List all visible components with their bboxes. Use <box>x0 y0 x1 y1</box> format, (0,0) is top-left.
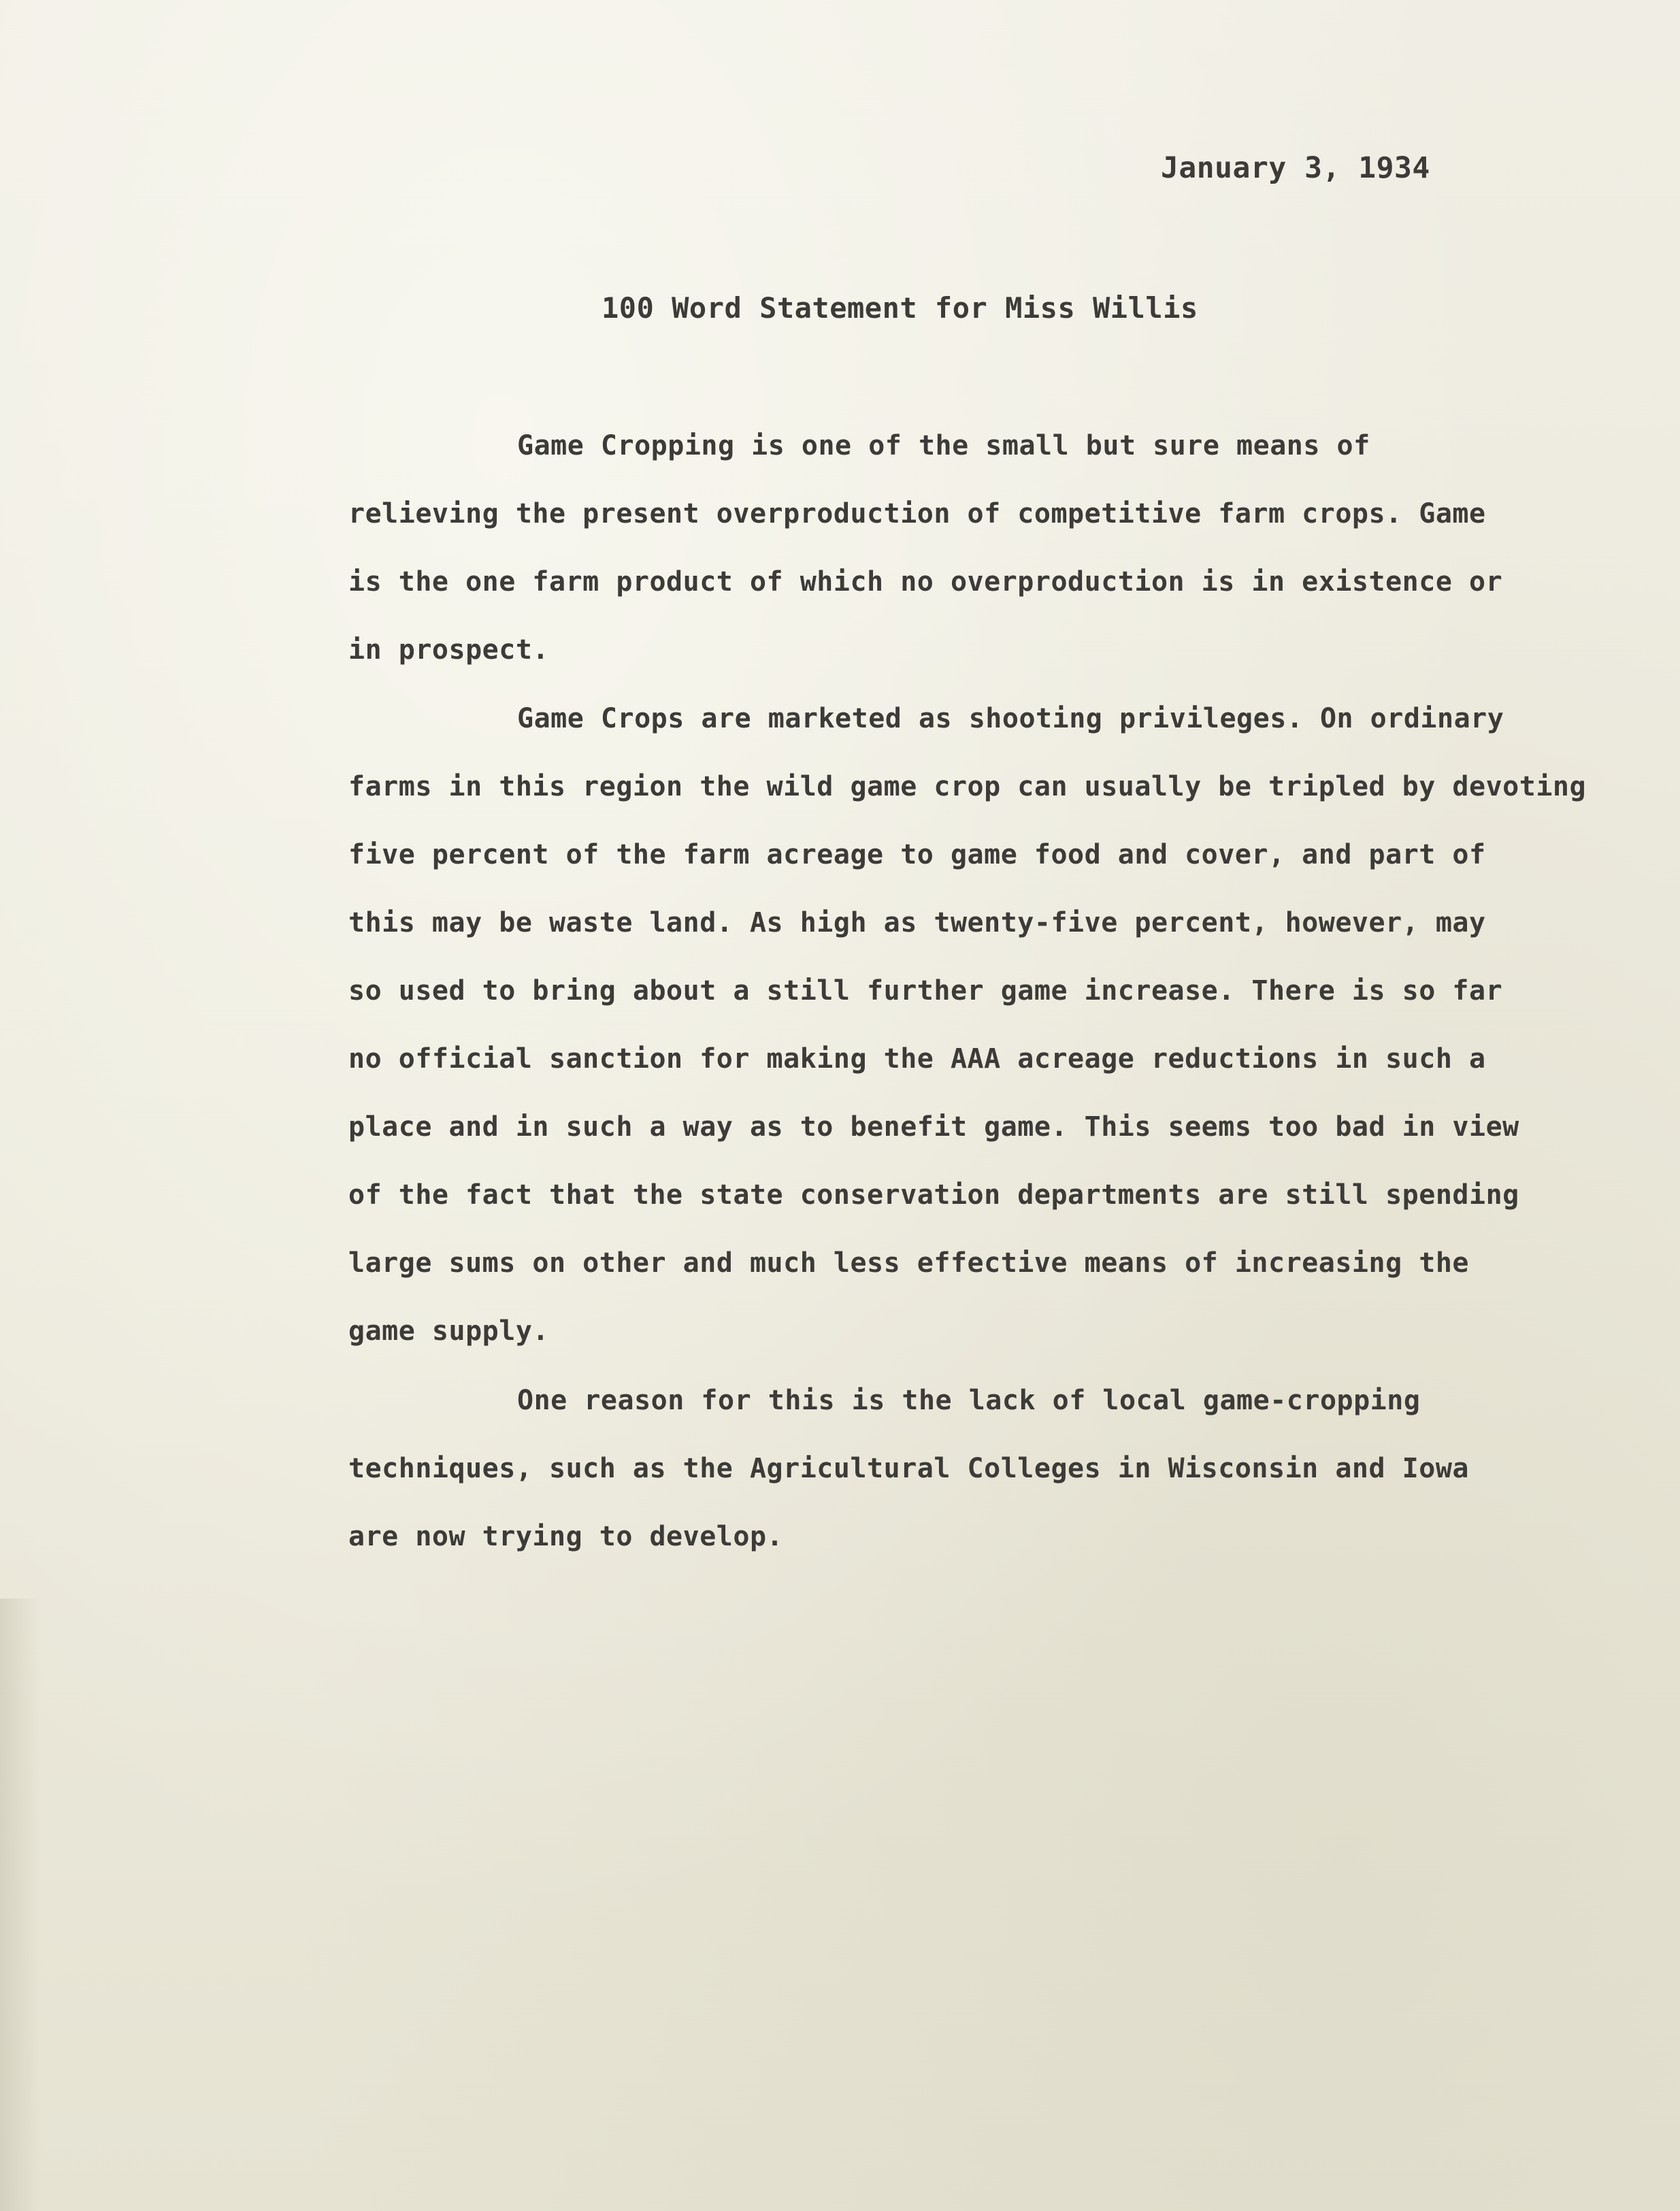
body-line: no official sanction for making the AAA acreage reductions in such a <box>348 1043 1486 1075</box>
body-line: in prospect. <box>348 634 549 666</box>
body-line: of the fact that the state conservation departments are still spending <box>348 1179 1519 1211</box>
paper-edge-shadow <box>0 1599 41 2211</box>
body-line: techniques, such as the Agricultural Colleges in Wisconsin and Iowa <box>348 1453 1469 1484</box>
body-line: farms in this region the wild game crop can usually be tripled by devoting <box>348 771 1587 802</box>
body-line: is the one farm product of which no overproduction is in existence or <box>348 566 1503 597</box>
document-title: 100 Word Statement for Miss Willis <box>602 291 1198 325</box>
body-line: so used to bring about a still further game increase. There is so far <box>348 975 1503 1006</box>
body-line: Game Crops are marketed as shooting privileges. On ordinary <box>517 703 1504 734</box>
body-line: game supply. <box>348 1315 549 1347</box>
document-date: January 3, 1934 <box>1161 151 1430 185</box>
body-line: place and in such a way as to benefit game. This seems too bad in view <box>348 1111 1519 1143</box>
body-line: Game Cropping is one of the small but sure means of <box>517 430 1370 461</box>
body-line: relieving the present overproduction of competitive farm crops. Game <box>348 498 1486 529</box>
body-line: One reason for this is the lack of local game-cropping <box>517 1385 1421 1416</box>
body-line: this may be waste land. As high as twenty-five percent, however, may <box>348 907 1486 938</box>
body-line: large sums on other and much less effective means of increasing the <box>348 1247 1469 1279</box>
body-line: are now trying to develop. <box>348 1521 784 1552</box>
body-line: five percent of the farm acreage to game food and cover, and part of <box>348 839 1486 870</box>
